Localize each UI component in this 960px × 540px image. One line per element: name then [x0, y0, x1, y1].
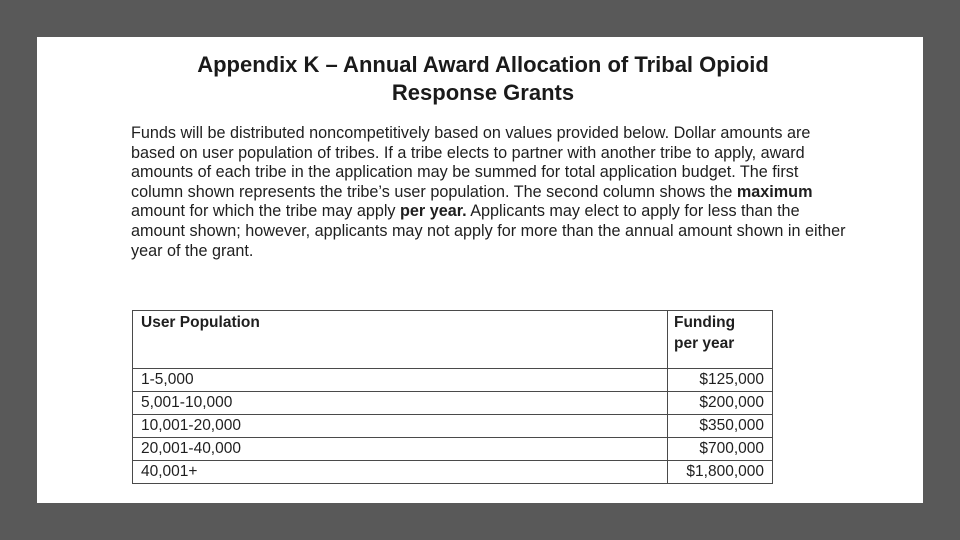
page-title: [37, 51, 929, 107]
title-line-2: Response Grants: [391, 80, 575, 105]
funding-cell: $1,800,000: [668, 461, 773, 484]
intro-text-2: amount for which the tribe may apply: [131, 202, 401, 221]
intro-paragraph: [131, 124, 851, 261]
intro-text-1: Funds will be distributed noncompetitively based on values provided below. Dollar amounts are based on user population of tribes. If a tribe elects to partner with another tribe to apply, award amounts of each tribe in the application may be summed for total application budget. The first column shown represents the tribe’s user population. The second column shows the: [131, 124, 811, 201]
funding-cell: $200,000: [668, 392, 773, 415]
population-cell: 20,001-40,000: [133, 438, 668, 461]
table-row: [133, 415, 773, 438]
population-cell: 10,001-20,000: [133, 415, 668, 438]
table-row: [133, 369, 773, 392]
intro-bold-maximum: maximum: [736, 182, 813, 201]
population-cell: 40,001+: [133, 461, 668, 484]
intro-bold-per-year: per year.: [400, 202, 467, 221]
population-cell: 5,001-10,000: [133, 392, 668, 415]
funding-cell: $700,000: [668, 438, 773, 461]
intro-text-3: Applicants may elect to apply for less than the amount shown; however, applicants may not apply for more than the annual amount shown in either year of the grant.: [131, 202, 846, 260]
table-row: [133, 461, 773, 484]
title-line-1: Appendix K – Annual Award Allocation of Tribal Opioid: [197, 52, 769, 77]
funding-cell: $125,000: [668, 369, 773, 392]
header-user-population: User Population: [133, 311, 668, 369]
population-cell: 1-5,000: [133, 369, 668, 392]
table-row: [133, 392, 773, 415]
funding-cell: $350,000: [668, 415, 773, 438]
header-funding-per-year: Funding per year: [668, 311, 773, 369]
table-header-row: [133, 311, 773, 369]
table-row: [133, 438, 773, 461]
document-page: [37, 37, 923, 503]
allocation-table: [132, 310, 773, 484]
